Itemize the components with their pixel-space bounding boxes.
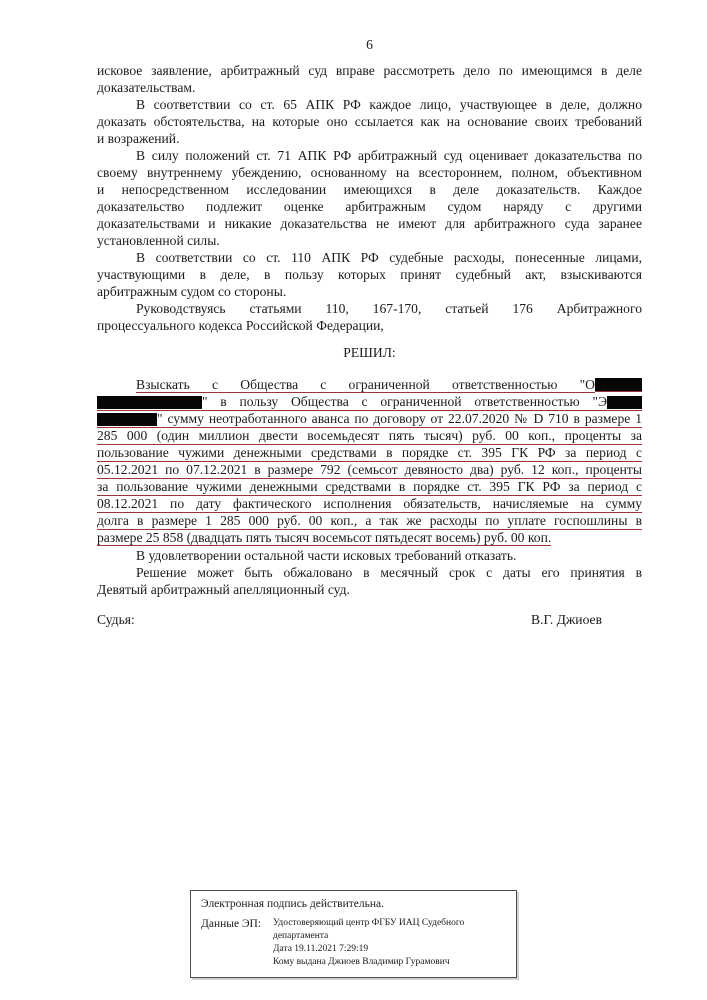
paragraph-line: Девятый арбитражный апелляционный суд. — [97, 582, 350, 597]
judge-name: В.Г. Джиоев — [531, 612, 602, 627]
paragraph-line: и непосредственном исследовании имеющихся в деле доказательств. Каждое — [97, 182, 642, 197]
paragraph-line: участвующими в деле, в пользу которых принят судебный акт, взыскиваются — [97, 267, 642, 282]
redaction-bar — [607, 396, 642, 409]
stamp-details — [273, 917, 493, 969]
body-paragraphs — [97, 62, 642, 334]
stamp-detail-line: Кому выдана Джиоев Владимир Гурамович — [273, 957, 450, 967]
paragraph-line: доказательствами и никакие доказательства не имеют для арбитражного суда заранее — [97, 216, 642, 231]
paragraph-line: доказательствам. — [97, 80, 196, 95]
operative-line — [97, 513, 642, 530]
paragraph-line: В удовлетворении остальной части исковых требований отказать. — [136, 548, 517, 563]
paragraph-line: В силу положений ст. 71 АПК РФ арбитражный суд оценивает доказательства по — [136, 148, 642, 163]
operative-line — [97, 462, 642, 479]
operative-line — [97, 428, 642, 445]
paragraph — [97, 249, 642, 300]
operative-line — [97, 394, 642, 411]
paragraph — [97, 96, 642, 147]
page-number: 6 — [366, 37, 373, 52]
paragraph-line: Решение может быть обжаловано в месячный срок с даты его принятия в — [136, 565, 642, 580]
paragraph-line: своему внутреннему убеждению, основанному на всестороннем, полном, объективном — [97, 165, 642, 180]
operative-text: 05.12.2021 по 07.12.2021 в размере 792 (семьсот девяносто два) руб. 12 коп., проценты — [97, 462, 642, 477]
paragraph-line: арбитражным судом со стороны. — [97, 284, 287, 299]
paragraph-line: доказать обстоятельства, на которые оно ссылается как на основание своих требований — [97, 114, 642, 129]
signature-row — [97, 611, 642, 628]
operative-line — [97, 496, 642, 513]
paragraph — [97, 147, 642, 249]
paragraph-line: доказательство подлежит оценке арбитражным судом наряду с другими — [97, 199, 642, 214]
paragraph — [97, 300, 642, 334]
paragraph — [97, 547, 642, 564]
e-signature-stamp — [190, 890, 517, 978]
paragraph-line: процессуального кодекса Российской Федерации, — [97, 318, 384, 333]
operative-line — [97, 411, 642, 428]
judge-label: Судья: — [97, 612, 135, 627]
paragraph-line: и возражений. — [97, 131, 180, 146]
paragraph — [97, 62, 642, 96]
operative-line — [97, 530, 642, 547]
stamp-valid-text: Электронная подпись действительна. — [201, 898, 384, 910]
stamp-detail-line: Дата 19.11.2021 7:29:19 — [273, 944, 369, 954]
redaction-bar — [595, 378, 642, 392]
stamp-detail-line: Удостоверяющий центр ФГБУ ИАЦ Судебного департамента — [273, 918, 465, 941]
paragraph-line: Руководствуясь статьями 110, 167-170, статьей 176 Арбитражного — [136, 301, 642, 316]
paragraph-line: В соответствии со ст. 110 АПК РФ судебные расходы, понесенные лицами, — [136, 250, 642, 265]
operative-text: 08.12.2021 по дату фактического исполнения обязательств, начисляемые на сумму — [97, 496, 642, 511]
operative-text: " сумму неотработанного аванса по договору от 22.07.2020 № D 710 в размере 1 — [157, 411, 642, 426]
operative-part — [97, 377, 642, 547]
paragraph-line: исковое заявление, арбитражный суд вправе рассмотреть дело по имеющимся в деле — [97, 63, 642, 78]
operative-line — [97, 445, 642, 462]
operative-text: за пользование чужими денежными средствами в порядке ст. 395 ГК РФ за период с — [97, 479, 642, 494]
operative-line — [97, 377, 642, 394]
stamp-data-label: Данные ЭП: — [201, 918, 262, 930]
operative-text: Взыскать с Общества с ограниченной ответственностью "О — [136, 377, 595, 392]
stamp-data-row — [201, 917, 506, 969]
resolution-heading: РЕШИЛ: — [343, 345, 396, 360]
paragraph-line: В соответствии со ст. 65 АПК РФ каждое лицо, участвующее в деле, должно — [136, 97, 642, 112]
operative-text: " в пользу Общества с ограниченной ответственностью "Э — [202, 394, 607, 409]
paragraph — [97, 564, 642, 598]
operative-text: пользование чужими денежными средствами в порядке ст. 395 ГК РФ за период с — [97, 445, 642, 460]
operative-text: долга в размере 1 285 000 руб. 00 коп., а так же расходы по уплате госпошлины в — [97, 513, 642, 528]
operative-text: 285 000 (один миллион двести восемьдесят пять тысяч) руб. 00 коп., проценты за — [97, 428, 642, 443]
operative-line — [97, 479, 642, 496]
redaction-bar — [97, 396, 202, 409]
operative-text: размере 25 858 (двадцать пять тысяч восемьсот пятьдесят восемь) руб. 00 коп. — [97, 530, 552, 545]
closing-paragraphs — [97, 547, 642, 598]
redaction-bar — [97, 413, 157, 426]
paragraph-line: установленной силы. — [97, 233, 220, 248]
